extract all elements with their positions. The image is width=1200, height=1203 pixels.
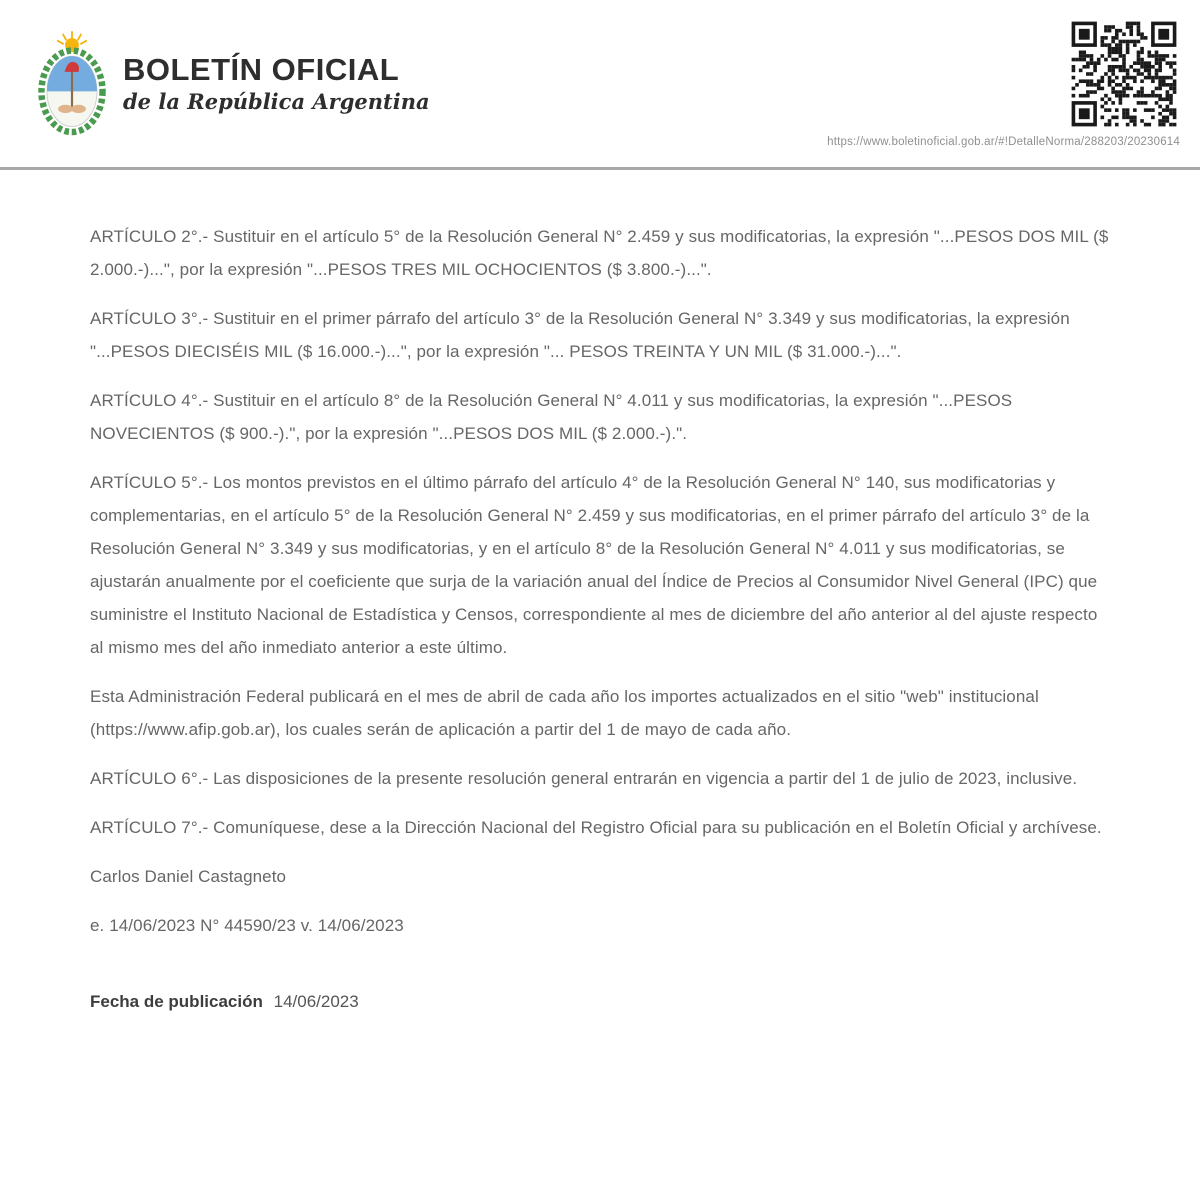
paragraph-articulo-6: ARTÍCULO 6°.- Las disposiciones de la presente resolución general entrarán en vigencia a partir del 1 de julio de 2023, inclusive. — [90, 769, 1078, 788]
hand-left — [58, 105, 73, 113]
qr-block — [827, 18, 1180, 148]
brand-text — [123, 28, 430, 114]
brand-title: BOLETÍN OFICIAL — [123, 52, 400, 87]
brand-block — [35, 18, 430, 138]
argentina-coat-of-arms-icon — [35, 28, 109, 138]
brand-subtitle: de la República Argentina — [123, 88, 430, 114]
signature-line: Carlos Daniel Castagneto — [90, 867, 287, 886]
qr-code-icon — [1068, 18, 1180, 130]
paragraph-articulo-7: ARTÍCULO 7°.- Comuníquese, dese a la Dirección Nacional del Registro Oficial para su publicación en el Boletín Oficial y archívese. — [90, 818, 1102, 837]
paragraph-articulo-4: ARTÍCULO 4°.- Sustituir en el artículo 8° de la Resolución General N° 4.011 y sus modificatorias, la expresión "...PESOS NOVECIENTOS ($ 900.-).", por la expresión "...PESOS DOS MIL ($ 2.000.-).". — [90, 391, 1013, 443]
publication-date-label: Fecha de publicación — [90, 992, 263, 1011]
paragraph-articulo-5: ARTÍCULO 5°.- Los montos previstos en el último párrafo del artículo 4° de la Resolución General N° 140, sus modificatorias y complementarias, en el artículo 5° de la Resolución General N° 2.459 y sus modificatorias, en el primer párrafo del artículo 3° de la Resolución General N° 3.349 y sus modificatorias, y en el artículo 8° de la Resolución General N° 4.011 y sus modificatorias, se ajustarán anualmente por el coeficiente que surja de la variación anual del Índice de Precios al Consumidor Nivel General (IPC) que suministre el Instituto Nacional de Estadística y Censos, correspondiente al mes de diciembre del año anterior al del ajuste respecto al mismo mes del año inmediato anterior a este último. — [90, 473, 1098, 657]
norma-url: https://www.boletinoficial.gob.ar/#!DetalleNorma/288203/20230614 — [827, 136, 1180, 148]
publication-date-value: 14/06/2023 — [273, 992, 359, 1011]
paragraph-articulo-3: ARTÍCULO 3°.- Sustituir en el primer párrafo del artículo 3° de la Resolución General N° 3.349 y sus modificatorias, la expresión "...PESOS DIECISÉIS MIL ($ 16.000.-)...", por la expresión "... PESOS TREINTA Y UN MIL ($ 31.000.-)...". — [90, 309, 1070, 361]
paragraph-articulo-2: ARTÍCULO 2°.- Sustituir en el artículo 5° de la Resolución General N° 2.459 y sus modificatorias, la expresión "...PESOS DOS MIL ($ 2.000.-)...", por la expresión "...PESOS TRES MIL OCHOCIENTOS ($ 3.800.-)...". — [90, 227, 1109, 279]
publication-record-line: e. 14/06/2023 N° 44590/23 v. 14/06/2023 — [90, 916, 404, 935]
document-body — [0, 170, 1200, 942]
page-header — [0, 0, 1200, 170]
paragraph-publicacion-web: Esta Administración Federal publicará en el mes de abril de cada año los importes actualizados en el sitio "web" institucional (https://www.afip.gob.ar), los cuales serán de aplicación a partir del 1 de mayo de cada año. — [90, 687, 1039, 739]
hand-right — [71, 105, 86, 113]
page-footer — [0, 958, 1200, 1052]
